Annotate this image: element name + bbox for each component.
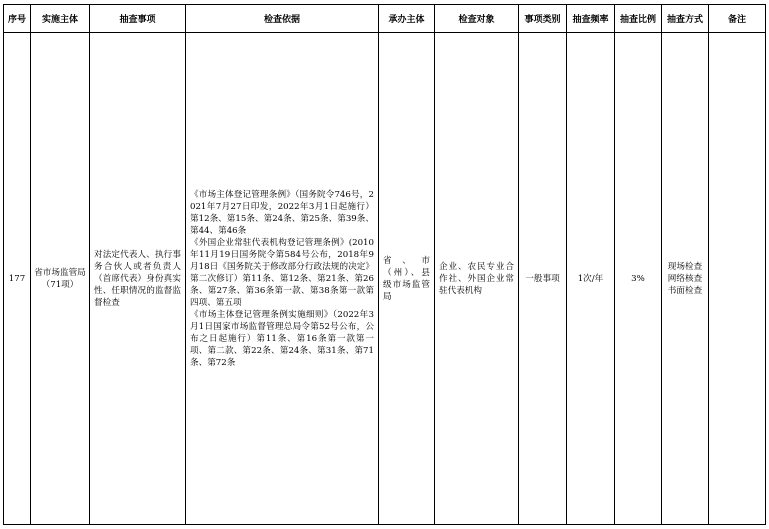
header-subject: 实施主体 [31,5,90,33]
cell-subject: 省市场监管局（71项） [31,33,90,525]
cell-frequency: 1次/年 [567,33,615,525]
header-frequency: 抽查频率 [567,5,615,33]
header-category: 事项类别 [519,5,567,33]
cell-remark [709,33,766,525]
cell-ratio: 3% [615,33,662,525]
header-seq: 序号 [4,5,31,33]
cell-seq: 177 [4,33,31,525]
header-method: 抽查方式 [662,5,709,33]
cell-basis: 《市场主体登记管理条例》（国务院令746号，2021年7月27日印发，2022年3月1日起施行）第12条、第15条、第24条、第25条、第39条、第44、第46条 《外国企业常驻代表机构登记管理条例》(2010年11月19日国务院令第584号公布，2018年9月18日《国务院关于修改部分行政法规的决定》第二次修订）第11条、第12条、第21条、第26条、第27条、第36条第一款、第38条第一款第四项、第五项 《市场主体登记管理条例实施细则》（2022年3月1日国家市场监督管理总局令第52号公布，公布之日起施行）第11条、第16条第一款第一项、第二款、第22条、第24条、第31条、第71条、第72条 [186,33,379,525]
header-remark: 备注 [709,5,766,33]
cell-item: 对法定代表人、执行事务合伙人或者负责人（首席代表）身份真实性、任职情况的监督监督检查 [90,33,186,525]
header-target: 检查对象 [435,5,519,33]
cell-target: 企业、农民专业合作社、外国企业常驻代表机构 [435,33,519,525]
header-item: 抽查事项 [90,5,186,33]
cell-method: 现场检查 网络核查 书面检查 [662,33,709,525]
header-row [4,5,766,33]
cell-handler: 省、市（州）、县级市场监管局 [379,33,435,525]
header-basis: 检查依据 [186,5,379,33]
header-handler: 承办主体 [379,5,435,33]
header-ratio: 抽查比例 [615,5,662,33]
cell-category: 一般事项 [519,33,567,525]
inspection-table [3,4,766,525]
table-row [4,33,766,525]
